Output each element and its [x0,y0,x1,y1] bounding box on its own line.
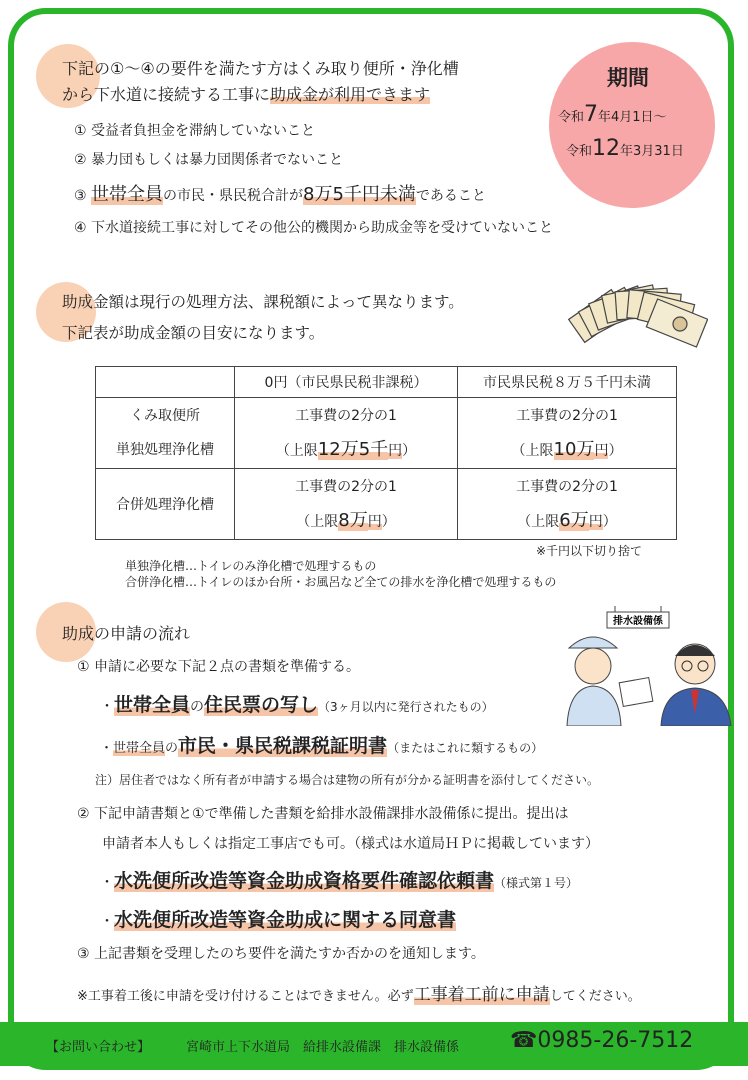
table-r2c2: 工事費の2分の1 （上限6万円） [458,469,677,540]
flow-note-1: 注）居住者ではなく所有者が申請する場合は建物の所有が分かる証明書を添付してください。 [95,773,600,787]
table-corner [96,367,235,398]
requirement-1: ① 受益者負担金を滞納していないこと [74,123,315,139]
flow-step-1: ① 申請に必要な下記２点の書類を準備する。 [77,659,360,675]
period-title: 期間 [607,66,649,90]
intro-line-1: 下記の①～④の要件を満たす方はくみ取り便所・浄化槽 [62,59,459,78]
banknotes-icon [568,272,708,356]
table-r2c1: 工事費の2分の1 （上限8万円） [235,469,458,540]
doc-1: ・世帯全員の住民票の写し（3ヶ月以内に発行されたもの） [100,694,494,716]
period-start: 令和7年4月1日～ [558,102,667,127]
table-row1-label: くみ取便所 単独処理浄化槽 [96,398,235,469]
subsidy-table [95,366,677,540]
flow-title: 助成の申請の流れ [62,624,191,643]
sign-text: 排水設備係 [613,616,663,627]
definition-2: 合併浄化槽…トイレのほか台所・お風呂など全ての排水を浄化槽で処理するもの [125,575,557,589]
flow-warning: ※工事着工後に申請を受け付けることはできません。必ず工事着工前に申請してください。 [77,985,641,1005]
phone-icon: ☎ [510,1028,538,1053]
requirement-3: ③ 世帯全員の市民・県民税合計が8万5千円未満であること [74,184,486,205]
flow-step-2-a: ② 下記申請書類と①で準備した書類を給排水設備課排水設備係に提出。提出は [77,806,569,822]
period-end: 令和12年3月31日 [566,136,684,161]
flow-step-2-b: 申請者本人もしくは指定工事店でも可。（様式は水道局ＨＰに掲載しています） [102,836,599,852]
table-header-taxed: 市民県民税８万５千円未満 [458,367,677,398]
intro-line-2: から下水道に接続する工事に助成金が利用できます [62,85,431,104]
footer-label: 【お問い合わせ】 [46,1040,151,1055]
footer-org: 宮崎市上下水道局 給排水設備課 排水設備係 [186,1040,460,1055]
table-note: ※千円以下切り捨て [536,544,643,558]
flow-step-3: ③ 上記書類を受理したのち要件を満たすか否かのを通知します。 [77,946,485,962]
definition-1: 単独浄化槽…トイレのみ浄化槽で処理するもの [125,559,377,573]
requirement-2: ② 暴力団もしくは暴力団関係者でないこと [74,152,343,168]
table-r1c1: 工事費の2分の1 （上限12万5千円） [235,398,458,469]
form-2: ・水洗便所改造等資金助成に関する同意書 [100,909,457,931]
table-r1c2: 工事費の2分の1 （上限10万円） [458,398,677,469]
footer-phone: ☎0985-26-7512 [510,1028,694,1053]
table-row2-label: 合併処理浄化槽 [96,469,235,540]
requirement-4: ④ 下水道接続工事に対してその他公的機関から助成金等を受けていないこと [74,220,553,236]
form-1: ・水洗便所改造等資金助成資格要件確認依頼書（様式第１号） [100,870,579,892]
table-header-exempt: 0円（市民県民税非課税） [235,367,458,398]
doc-2: ・世帯全員の市民・県民税課税証明書（またはこれに類するもの） [100,735,544,757]
amount-line-1: 助成金額は現行の処理方法、課税額によって異なります。 [62,293,464,311]
staff-illustration-icon [563,604,733,726]
amount-line-2: 下記表が助成金額の目安になります。 [62,324,325,342]
